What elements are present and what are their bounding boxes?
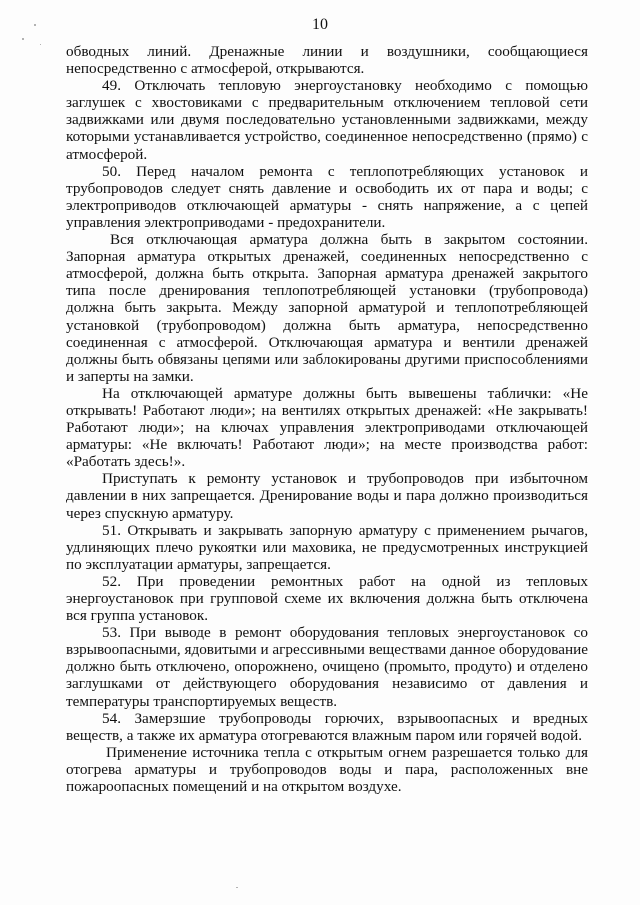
scan-speck xyxy=(236,887,238,888)
document-body xyxy=(66,43,588,795)
paragraph-49: 49. Отключать тепловую энергоустановку необходимо с помощью заглушек с хвостовиками с предварительным отключением тепловой сети задвижками или двумя последовательно установленными задвижками, между которыми устанавливается устройство, соединенное непосредственно (прямо) с атмосферой. xyxy=(66,77,588,163)
paragraph-53: 53. При выводе в ремонт оборудования тепловых энергоустановок со взрывоопасными, ядовитыми и агрессивными веществами данное оборудование должно быть отключено, опорожнено, очищено (промыто, продуто) и отделено заглушками от действующего оборудования независимо от давления и температуры транспортируемых веществ. xyxy=(66,624,589,710)
paragraph-51: 51. Открывать и закрывать запорную арматуру с применением рычагов, удлиняющих плечо рукоятки или маховика, не предусмотренных инструкцией по эксплуатации арматуры, запрещается. xyxy=(66,521,588,573)
paragraph-52: 52. При проведении ремонтных работ на одной из тепловых энергоустановок при групповой схеме их включения должна быть отключена вся группа установок. xyxy=(66,572,588,625)
paragraph-continuation: обводных линий. Дренажные линии и воздушники, сообщающиеся непосредственно с атмосферой, открываются. xyxy=(66,43,588,78)
paragraph-pressure-prohibition: Приступать к ремонту установок и трубопроводов при избыточном давлении в них запрещается. Дренирование воды и пара должно производиться через спускную арматуру. xyxy=(66,470,588,522)
paragraph-50: 50. Перед началом ремонта с теплопотребляющих установок и трубопроводов следует снять давление и освободить их от пара и воды; с электроприводов отключающей арматуры - снять напряжение, а с цепей управления электроприводами - предохранители. xyxy=(66,162,588,231)
paragraph-open-fire: Применение источника тепла с открытым огнем разрешается только для отогрева арматуры и трубопроводов воды и пара, расположенных вне пожароопасных помещений и на открытом воздухе. xyxy=(66,743,588,796)
scan-speck xyxy=(40,44,41,45)
scan-speck xyxy=(22,38,24,40)
page-number: 10 xyxy=(312,16,328,33)
paragraph-valves-closed: Вся отключающая арматура должна быть в закрытом состоянии. Запорная арматура открытых дренажей, соединенных непосредственно с атмосферой, должна быть открыта. Запорная арматура дренажей закрытого типа после дренирования теплопотребляющей установки (трубопровода) должна быть закрыта. Между запорной арматурой и теплопотребляющей установкой (трубопроводом) должна быть арматура, непосредственно соединенная с атмосферой. Отключающая арматура и вентили дренажей должны быть обвязаны цепями или заблокированы другими приспособлениями и заперты на замки. xyxy=(66,231,588,385)
paragraph-54: 54. Замерзшие трубопроводы горючих, взрывоопасных и вредных веществ, а также их арматура отогреваются влажным паром или горячей водой. xyxy=(66,709,588,744)
paragraph-warning-signs: На отключающей арматуре должны быть вывешены таблички: «Не открывать! Работают люди»; на вентилях открытых дренажей: «Не закрывать! Работают люди»; на ключах управления электроприводами отключающей арматуры: «Не включать! Работают люди»; на месте производства работ: «Работать здесь!». xyxy=(66,384,588,471)
